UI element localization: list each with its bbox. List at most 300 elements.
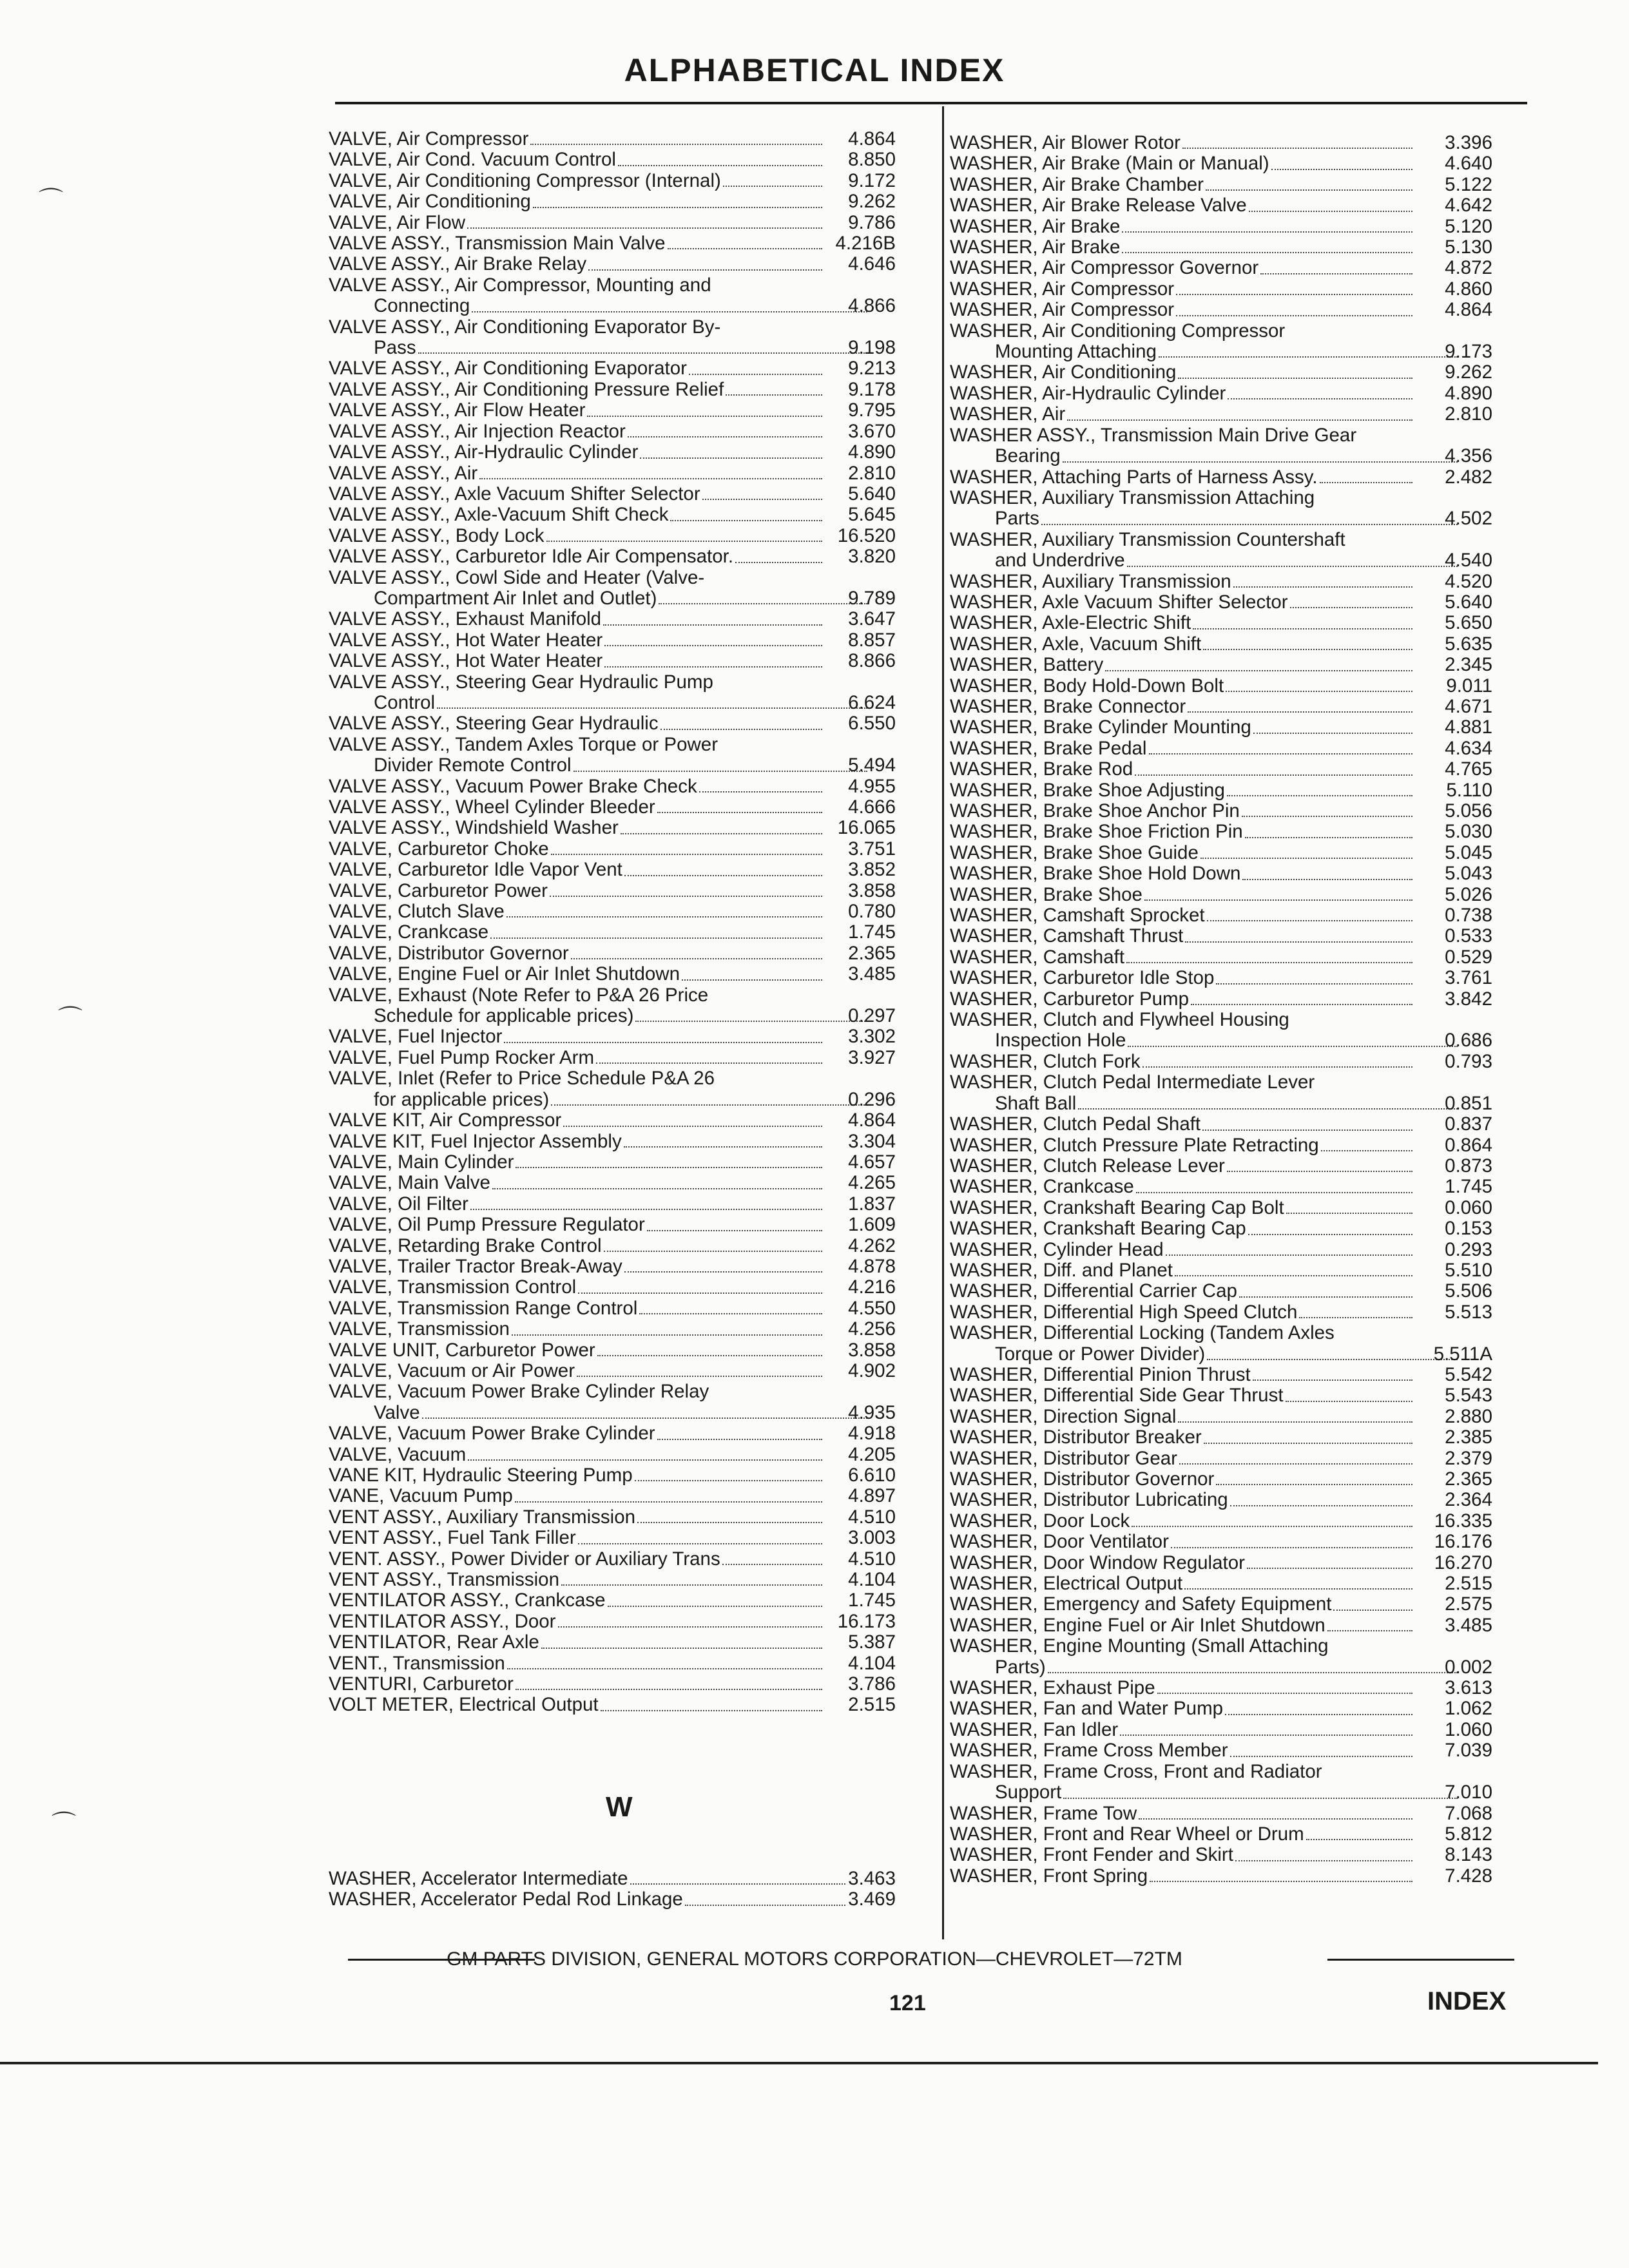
index-entry: [950, 1281, 1492, 1302]
dot-leader: [1175, 1275, 1412, 1276]
index-entry: [950, 362, 1492, 383]
dot-leader: [1242, 879, 1412, 880]
entry-text: WASHER, Electrical Output: [950, 1573, 1183, 1595]
entry-page-ref: 9.178: [848, 378, 896, 400]
index-entry: [950, 905, 1492, 926]
entry-page-ref: 4.265: [848, 1172, 896, 1194]
entry-page-ref: 5.122: [1445, 173, 1492, 195]
entry-page-ref: 0.297: [848, 1005, 896, 1027]
index-entry: [950, 1323, 1492, 1365]
entry-name: [950, 801, 1415, 822]
dot-leader: [479, 478, 822, 479]
entry-name: [950, 300, 1415, 320]
entry-page-ref: 0.153: [1445, 1218, 1492, 1240]
dot-leader: [1171, 1547, 1412, 1548]
dot-leader: [624, 1146, 822, 1148]
entry-name: [329, 1361, 825, 1381]
entry-name: [329, 1570, 825, 1590]
entry-page-ref: 9.011: [1446, 675, 1492, 697]
entry-page-ref: 4.666: [848, 796, 896, 818]
index-entry: [950, 300, 1492, 320]
dot-leader: [515, 1501, 822, 1503]
entry-page-ref: 8.850: [848, 149, 896, 171]
entry-name: [329, 1674, 825, 1695]
entry-name: [950, 1072, 1415, 1114]
dot-leader: [597, 1355, 822, 1356]
index-entry: [950, 1218, 1492, 1239]
entry-page-ref: 7.068: [1445, 1802, 1492, 1824]
dot-leader: [1176, 315, 1412, 316]
entry-text: WASHER, Air Brake Release Valve: [950, 195, 1247, 216]
entry-page-ref: 4.890: [1445, 382, 1492, 404]
entry-text: VALVE, Vacuum: [329, 1443, 467, 1465]
entry-text: VALVE, Transmission: [329, 1318, 510, 1340]
entry-page-ref: 5.645: [848, 504, 896, 526]
entry-text: WASHER, Camshaft: [950, 946, 1125, 968]
index-entry: [950, 759, 1492, 780]
entry-name: [950, 1720, 1415, 1740]
dot-leader: [533, 207, 822, 208]
entry-text: WASHER, Battery: [950, 654, 1104, 676]
entry-page-ref: 4.864: [848, 128, 896, 149]
dot-leader: [1227, 1171, 1412, 1172]
entry-page-ref: 9.173: [1445, 341, 1492, 363]
index-entry: [329, 1445, 896, 1465]
index-entry: [329, 922, 896, 943]
entry-page-ref: 4.890: [848, 441, 896, 463]
index-entry: [950, 1135, 1492, 1156]
dot-leader: [1127, 566, 1458, 567]
entry-text: VALVE ASSY., Wheel Cylinder Bleeder: [329, 796, 655, 818]
entry-text: WASHER, Engine Mounting (Small Attaching: [950, 1635, 1329, 1657]
index-entry: [950, 676, 1492, 697]
entry-text: VALVE ASSY., Air Conditioning Evaporator: [329, 358, 687, 380]
entry-page-ref: 4.540: [1445, 550, 1492, 572]
dot-leader: [470, 1209, 822, 1210]
entry-text: VALVE, Air Conditioning: [329, 191, 531, 213]
entry-page-ref: 3.463: [848, 1868, 896, 1889]
entry-text: WASHER, Brake Cylinder Mounting: [950, 716, 1251, 738]
dot-leader: [571, 958, 822, 959]
dot-leader: [660, 729, 822, 730]
index-title: ALPHABETICAL INDEX: [624, 52, 1005, 88]
entry-text: WASHER, Frame Tow: [950, 1802, 1137, 1824]
index-entry: [329, 735, 896, 776]
entry-name: [329, 317, 825, 359]
dot-leader: [550, 896, 822, 897]
entry-page-ref: 5.635: [1445, 633, 1492, 655]
dot-leader: [735, 562, 822, 563]
dot-leader: [1136, 1192, 1412, 1193]
entry-page-ref: 4.634: [1445, 737, 1492, 759]
index-entry: [950, 1260, 1492, 1281]
entry-page-ref: 0.060: [1445, 1196, 1492, 1218]
dot-leader: [1248, 1234, 1412, 1235]
dot-leader: [624, 1271, 822, 1273]
entry-text: WASHER, Door Window Regulator: [950, 1552, 1245, 1573]
dot-leader: [1286, 1401, 1412, 1402]
entry-page-ref: 4.520: [1445, 570, 1492, 592]
entry-page-ref: 1.062: [1445, 1698, 1492, 1720]
entry-text: VALVE ASSY., Air-Hydraulic Cylinder: [329, 441, 639, 463]
entry-text: VENTILATOR ASSY., Door: [329, 1610, 556, 1632]
entry-text: Divider Remote Control: [374, 754, 572, 776]
entry-text: WASHER, Carburetor Idle Stop: [950, 967, 1215, 989]
entry-text: WASHER, Carburetor Pump: [950, 988, 1190, 1010]
entry-text: WASHER, Air Brake (Main or Manual): [950, 153, 1269, 175]
entry-text: VENT ASSY., Transmission: [329, 1569, 559, 1591]
dot-leader: [551, 1104, 867, 1106]
entry-text: VALVE, Main Cylinder: [329, 1151, 514, 1173]
entry-page-ref: 3.304: [848, 1130, 896, 1152]
margin-mark: ⌒: [39, 187, 64, 215]
index-entry: [329, 1507, 896, 1528]
entry-text: WASHER, Axle Vacuum Shifter Selector: [950, 591, 1288, 613]
index-entry: [950, 968, 1492, 988]
entry-name: [950, 1323, 1415, 1365]
dot-leader: [1245, 837, 1412, 838]
entry-page-ref: 4.935: [848, 1401, 896, 1423]
entry-text: for applicable prices): [374, 1088, 550, 1110]
index-entry: [329, 526, 896, 546]
entry-name: [950, 1135, 1415, 1156]
entry-text: VALVE, Carburetor Power: [329, 879, 548, 901]
index-entry: [329, 1465, 896, 1486]
entry-page-ref: 0.738: [1445, 905, 1492, 927]
entry-text: WASHER, Brake Shoe Adjusting: [950, 779, 1225, 801]
entry-text: VALVE, Distributor Governor: [329, 942, 569, 964]
index-entry: [329, 672, 896, 714]
entry-text: WASHER, Brake Shoe: [950, 883, 1142, 905]
dot-leader: [603, 624, 822, 626]
index-entry: [950, 801, 1492, 822]
dot-leader: [1048, 1672, 1458, 1673]
entry-text: Inspection Hole: [995, 1030, 1126, 1052]
entry-text: WASHER, Air: [950, 403, 1066, 425]
entry-text: VALVE, Fuel Injector: [329, 1026, 503, 1048]
entry-text: VALVE ASSY., Air Conditioning Evaporator By-: [329, 316, 721, 338]
index-entry: [329, 505, 896, 525]
index-entry: [950, 697, 1492, 717]
entry-name: [950, 613, 1415, 633]
entry-page-ref: 2.880: [1445, 1405, 1492, 1427]
entry-text: VALVE ASSY., Windshield Washer: [329, 817, 619, 839]
entry-text: WASHER, Door Ventilator: [950, 1531, 1169, 1553]
entry-text: WASHER, Auxiliary Transmission Attaching: [950, 486, 1315, 508]
entry-name: [329, 672, 825, 714]
entry-text: VALVE, Vacuum Power Brake Cylinder Relay: [329, 1381, 709, 1403]
index-entry: [329, 1173, 896, 1193]
entry-name: [950, 362, 1415, 383]
index-entry: [329, 1026, 896, 1047]
dot-leader: [1105, 670, 1412, 671]
entry-page-ref: 2.365: [848, 942, 896, 964]
entry-text: VALVE, Transmission Range Control: [329, 1297, 638, 1319]
entry-text: WASHER, Differential Side Gear Thrust: [950, 1385, 1284, 1407]
entry-page-ref: 2.515: [848, 1694, 896, 1716]
index-entry: [950, 195, 1492, 216]
entry-text: VALVE ASSY., Hot Water Heater: [329, 629, 603, 651]
entry-page-ref: 7.010: [1445, 1782, 1492, 1803]
entry-text: VALVE ASSY., Tandem Axles Torque or Power: [329, 733, 718, 755]
entry-page-ref: 4.897: [848, 1485, 896, 1507]
dot-leader: [1299, 1317, 1412, 1318]
entry-page-ref: 9.262: [1445, 361, 1492, 383]
entry-page-ref: 5.045: [1445, 841, 1492, 863]
entry-text: VALVE, Exhaust (Note Refer to P&A 26 Price: [329, 984, 709, 1006]
index-entry: [329, 1152, 896, 1173]
entry-text: WASHER, Clutch and Flywheel Housing: [950, 1009, 1289, 1031]
entry-text: WASHER, Door Lock: [950, 1510, 1130, 1532]
index-entry: [950, 1720, 1492, 1740]
index-entry: [950, 717, 1492, 738]
entry-name: [950, 1824, 1415, 1845]
entry-page-ref: 3.927: [848, 1046, 896, 1068]
index-entry: [950, 572, 1492, 592]
dot-leader: [1193, 628, 1412, 629]
index-entry: [950, 1594, 1492, 1615]
dot-leader: [685, 1905, 845, 1906]
entry-name: [329, 985, 825, 1027]
entry-page-ref: 5.120: [1445, 215, 1492, 237]
entry-name: [329, 630, 825, 651]
index-entry: [950, 258, 1492, 278]
entry-text: VALVE KIT, Air Compressor: [329, 1110, 562, 1131]
dot-leader: [1128, 1046, 1458, 1047]
entry-name: [950, 1762, 1415, 1803]
dot-leader: [541, 1648, 822, 1649]
entry-page-ref: 0.686: [1445, 1030, 1492, 1052]
entry-page-ref: 7.039: [1445, 1740, 1492, 1762]
entry-page-ref: 4.104: [848, 1652, 896, 1674]
entry-name: [329, 881, 825, 901]
entry-page-ref: 8.857: [848, 629, 896, 651]
entry-text: WASHER, Fan and Water Pump: [950, 1698, 1224, 1720]
entry-name: [950, 1385, 1415, 1406]
dot-leader: [1120, 1735, 1412, 1736]
entry-name: [950, 885, 1415, 905]
entry-text: VALVE ASSY., Carburetor Idle Air Compensator.: [329, 546, 734, 568]
entry-name: [329, 651, 825, 671]
entry-name: [950, 1156, 1415, 1177]
dot-leader: [1242, 816, 1412, 817]
entry-page-ref: 5.640: [1445, 591, 1492, 613]
entry-name: [329, 400, 825, 421]
entry-text: VALVE ASSY., Air: [329, 462, 478, 484]
entry-text: WASHER, Air Compressor Governor: [950, 257, 1259, 279]
entry-name: [329, 860, 825, 880]
entry-name: [329, 1889, 848, 1910]
entry-page-ref: 4.872: [1445, 257, 1492, 279]
index-entry: [950, 863, 1492, 884]
entry-text: VALVE ASSY., Exhaust Manifold: [329, 608, 602, 630]
entry-text: VALVE, Carburetor Idle Vapor Vent: [329, 859, 622, 881]
entry-page-ref: 4.550: [848, 1297, 896, 1319]
entry-page-ref: 0.529: [1445, 946, 1492, 968]
entry-page-ref: 5.043: [1445, 863, 1492, 885]
entry-name: [329, 171, 825, 191]
index-entry: [329, 213, 896, 233]
index-entry: [950, 1532, 1492, 1552]
index-entry: [329, 1570, 896, 1590]
index-entry: [950, 237, 1492, 258]
entry-page-ref: 4.510: [848, 1506, 896, 1528]
entry-page-ref: 0.533: [1445, 925, 1492, 947]
margin-mark: ⌒: [52, 1811, 77, 1838]
entry-page-ref: 4.864: [848, 1110, 896, 1131]
entry-page-ref: 0.296: [848, 1088, 896, 1110]
entry-text: WASHER, Brake Shoe Anchor Pin: [950, 800, 1240, 822]
entry-name: [950, 1010, 1415, 1052]
entry-page-ref: 5.026: [1445, 883, 1492, 905]
entry-name: [950, 1240, 1415, 1260]
entry-page-ref: 2.385: [1445, 1427, 1492, 1448]
dot-leader: [1247, 1568, 1412, 1569]
dot-leader: [1202, 1129, 1412, 1131]
dot-leader: [512, 1334, 822, 1336]
index-entry: [329, 630, 896, 651]
dot-leader: [604, 666, 822, 668]
entry-text: WASHER, Brake Pedal: [950, 737, 1147, 759]
entry-text: WASHER, Clutch Release Lever: [950, 1155, 1225, 1177]
entry-name: [950, 1114, 1415, 1135]
entry-text: WASHER ASSY., Transmission Main Drive Gear: [950, 424, 1357, 446]
entry-page-ref: 3.302: [848, 1026, 896, 1048]
dot-leader: [1178, 1421, 1412, 1423]
entry-text: WASHER, Accelerator Intermediate: [329, 1868, 628, 1889]
entry-text: VALVE ASSY., Air Injection Reactor: [329, 420, 626, 442]
index-entry: [329, 380, 896, 400]
entry-page-ref: 2.482: [1445, 466, 1492, 488]
entry-name: [329, 149, 825, 170]
entry-name: [950, 592, 1415, 613]
dot-leader: [1041, 524, 1458, 525]
index-entry: [950, 1636, 1492, 1678]
entry-text: VALVE, Air Cond. Vacuum Control: [329, 149, 616, 171]
dot-leader: [577, 1376, 822, 1377]
entry-text: VALVE, Fuel Pump Rocker Arm: [329, 1046, 595, 1068]
entry-page-ref: 3.761: [1445, 967, 1492, 989]
index-entry: [950, 989, 1492, 1010]
index-entry: [950, 1573, 1492, 1594]
entry-name: [950, 1532, 1415, 1552]
entry-page-ref: 2.515: [1445, 1573, 1492, 1595]
entry-text: VALVE, Main Valve: [329, 1172, 490, 1194]
dot-leader: [624, 875, 822, 876]
entry-name: [329, 1549, 825, 1570]
index-entry: [950, 383, 1492, 404]
entry-name: [329, 1152, 825, 1173]
entry-text: Connecting: [374, 295, 470, 317]
entry-name: [329, 1695, 825, 1715]
index-entry: [950, 1762, 1492, 1803]
entry-page-ref: 5.513: [1445, 1301, 1492, 1323]
index-entry: [950, 926, 1492, 947]
entry-name: [950, 467, 1415, 488]
entry-text: VALVE, Crankcase: [329, 921, 489, 943]
index-entry: [950, 1553, 1492, 1573]
entry-text: VENTURI, Carburetor: [329, 1673, 514, 1695]
entry-text: VALVE, Trailer Tractor Break-Away: [329, 1255, 622, 1277]
entry-name: [329, 1340, 825, 1361]
entry-page-ref: 1.745: [848, 1590, 896, 1611]
entry-text: WASHER, Clutch Pedal Shaft: [950, 1113, 1201, 1135]
entry-name: [329, 1026, 825, 1047]
entry-name: [950, 905, 1415, 926]
entry-name: [950, 1678, 1415, 1698]
index-entry: [950, 947, 1492, 968]
entry-page-ref: 2.810: [848, 462, 896, 484]
entry-name: [950, 1218, 1415, 1239]
dot-leader: [1135, 774, 1412, 776]
entry-text: VALVE ASSY., Air Flow Heater: [329, 399, 586, 421]
entry-page-ref: 2.365: [1445, 1468, 1492, 1490]
entry-name: [950, 1511, 1415, 1532]
entry-page-ref: 3.842: [1445, 988, 1492, 1010]
entry-name: [950, 947, 1415, 968]
index-entry: [329, 400, 896, 421]
entry-page-ref: 9.795: [848, 399, 896, 421]
entry-page-ref: 4.866: [848, 295, 896, 317]
entry-text: and Underdrive: [995, 550, 1125, 572]
entry-name: [950, 717, 1415, 738]
entry-page-ref: 7.428: [1445, 1865, 1492, 1887]
entry-page-ref: 3.858: [848, 1339, 896, 1361]
index-entry: [950, 216, 1492, 237]
index-entry: [329, 171, 896, 191]
index-entry: [329, 1889, 896, 1910]
entry-page-ref: 16.335: [1434, 1510, 1492, 1532]
dot-leader: [558, 1626, 822, 1628]
index-entry: [950, 634, 1492, 655]
entry-name: [950, 133, 1415, 153]
entry-name: [950, 1553, 1415, 1573]
index-entry: [950, 613, 1492, 633]
entry-text: VALVE ASSY., Air Brake Relay: [329, 253, 587, 275]
entry-name: [329, 735, 825, 776]
entry-text: WASHER, Auxiliary Transmission: [950, 570, 1231, 592]
dot-leader: [1200, 858, 1412, 859]
dot-leader: [1228, 398, 1412, 399]
entry-text: WASHER, Front and Rear Wheel or Drum: [950, 1823, 1304, 1845]
dot-leader: [1333, 1610, 1412, 1611]
entry-text: WASHER, Frame Cross, Front and Radiator: [950, 1760, 1322, 1782]
dot-leader: [504, 1042, 822, 1043]
dot-leader: [604, 645, 822, 646]
entry-name: [950, 1636, 1415, 1678]
entry-page-ref: 9.172: [848, 169, 896, 191]
entry-page-ref: 9.198: [848, 337, 896, 359]
entry-text: WASHER, Air Conditioning: [950, 361, 1177, 383]
index-entry: [950, 592, 1492, 613]
entry-name: [329, 213, 825, 233]
dot-leader: [1157, 1693, 1412, 1694]
entry-page-ref: 1.837: [848, 1193, 896, 1215]
dot-leader: [601, 1710, 822, 1711]
entry-text: VALVE KIT, Fuel Injector Assembly: [329, 1130, 622, 1152]
index-entry: [950, 1240, 1492, 1260]
entry-name: [329, 463, 825, 484]
entry-page-ref: 16.065: [837, 817, 896, 839]
title-rule: [335, 102, 1527, 104]
entry-text: Parts): [995, 1656, 1046, 1678]
entry-name: [950, 195, 1415, 216]
entry-text: VALVE, Vacuum or Air Power: [329, 1360, 575, 1381]
index-entry: [950, 1866, 1492, 1887]
entry-text: WASHER, Cylinder Head: [950, 1238, 1164, 1260]
index-entry: [329, 1110, 896, 1131]
entry-name: [329, 1319, 825, 1340]
